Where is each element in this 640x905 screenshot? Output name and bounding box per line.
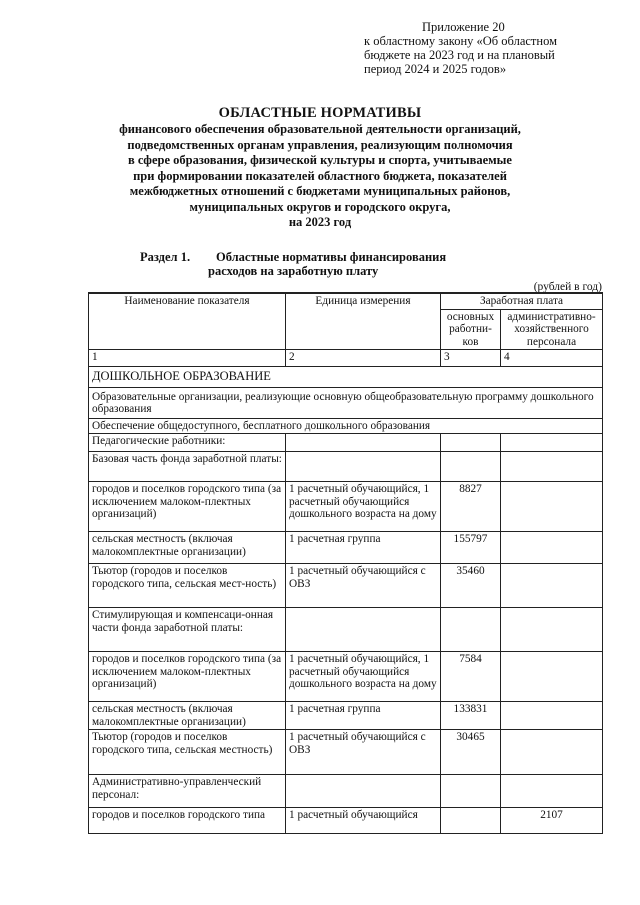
table-row — [89, 608, 603, 652]
table-row — [89, 652, 603, 702]
row-admin-staff-value — [501, 452, 603, 482]
row-unit-cell: 1 расчетный обучающийся, 1 расчетный обучающийся дошкольного возраста на дому — [286, 652, 441, 702]
row-main-staff-value: 30465 — [441, 730, 501, 775]
section-title-cell: ДОШКОЛЬНОЕ ОБРАЗОВАНИЕ — [89, 367, 603, 388]
table-body — [89, 434, 603, 834]
row-unit-cell: 1 расчетная группа — [286, 702, 441, 730]
title-line: при формировании показателей областного бюджета, показателей — [133, 168, 507, 183]
table-row — [89, 730, 603, 775]
row-name-cell: Тьютор (городов и поселков городского типа, сельская местность) — [89, 730, 286, 775]
row-name-cell: сельская местность (включая малокомплектные организации) — [89, 532, 286, 564]
column-number: 3 — [441, 350, 501, 367]
row-name-cell: городов и поселков городского типа (за исключением малоком-плектных организаций) — [89, 652, 286, 702]
row-name-cell: Тьютор (городов и поселков городского типа, сельская мест-ность) — [89, 564, 286, 608]
row-main-staff-value: 155797 — [441, 532, 501, 564]
row-main-staff-value: 133831 — [441, 702, 501, 730]
row-admin-staff-value — [501, 564, 603, 608]
row-unit-cell: 1 расчетный обучающийся — [286, 808, 441, 834]
units-note: (рублей в год) — [533, 281, 602, 293]
row-unit-cell — [286, 775, 441, 808]
section-number: Раздел 1. — [140, 250, 191, 264]
row-admin-staff-value — [501, 702, 603, 730]
header-unit: Единица измерения — [286, 293, 441, 350]
header-admin-staff: административно-хозяйственного персонала — [501, 309, 603, 350]
row-admin-staff-value — [501, 482, 603, 532]
title-line: подведомственных органам управления, реализующим полномочия — [127, 137, 513, 152]
table-row — [89, 452, 603, 482]
table-row — [89, 808, 603, 834]
title-line: межбюджетных отношений с бюджетами муниципальных районов, — [129, 184, 511, 198]
title-line: финансового обеспечения образовательной деятельности организаций, — [119, 122, 521, 136]
column-number: 4 — [501, 350, 603, 367]
row-name-cell: сельская местность (включая малокомплектные организации) — [89, 702, 286, 730]
row-admin-staff-value — [501, 775, 603, 808]
row-name-cell: Педагогические работники: — [89, 434, 286, 452]
provision-row — [89, 418, 603, 434]
table-row — [89, 434, 603, 452]
row-main-staff-value — [441, 452, 501, 482]
row-admin-staff-value: 2107 — [501, 808, 603, 834]
column-number: 2 — [286, 350, 441, 367]
section-heading — [140, 250, 560, 278]
column-number: 1 — [89, 350, 286, 367]
header-main-staff: основных работни-ков — [441, 309, 501, 350]
table-row — [89, 532, 603, 564]
row-main-staff-value — [441, 808, 501, 834]
norms-table — [88, 292, 603, 834]
provision-cell: Обеспечение общедоступного, бесплатного дошкольного образования — [89, 418, 603, 434]
row-admin-staff-value — [501, 532, 603, 564]
row-unit-cell: 1 расчетный обучающийся с ОВЗ — [286, 730, 441, 775]
title-line: на 2023 год — [288, 215, 352, 229]
table-header-row — [89, 293, 603, 309]
header-salary: Заработная плата — [441, 293, 603, 309]
row-name-cell: Стимулирующая и компенсаци-онная части фонда заработной платы: — [89, 608, 286, 652]
table-row — [89, 775, 603, 808]
row-unit-cell: 1 расчетная группа — [286, 532, 441, 564]
appendix-note — [364, 20, 614, 76]
section-title-line: Областные нормативы финансирования — [216, 250, 447, 264]
appendix-line: к областному закону «Об областном — [364, 34, 557, 48]
column-numbers-row — [89, 350, 603, 367]
row-name-cell: Административно-управленческий персонал: — [89, 775, 286, 808]
row-unit-cell: 1 расчетный обучающийся с ОВЗ — [286, 564, 441, 608]
row-name-cell: Базовая часть фонда заработной платы: — [89, 452, 286, 482]
section-title-line: расходов на заработную плату — [208, 264, 379, 278]
org-title-cell: Образовательные организации, реализующие основную общеобразовательную программу дошкольного образования — [89, 387, 603, 418]
row-unit-cell — [286, 434, 441, 452]
row-admin-staff-value — [501, 652, 603, 702]
row-main-staff-value: 7584 — [441, 652, 501, 702]
appendix-line: период 2024 и 2025 годов» — [364, 62, 507, 76]
section-row — [89, 367, 603, 388]
title-line: муниципальных округов и городского округа, — [189, 199, 451, 214]
row-main-staff-value — [441, 434, 501, 452]
table-row — [89, 482, 603, 532]
table-row — [89, 564, 603, 608]
row-unit-cell — [286, 608, 441, 652]
title-main: ОБЛАСТНЫЕ НОРМАТИВЫ — [218, 105, 422, 121]
row-unit-cell — [286, 452, 441, 482]
title-line: в сфере образования, физической культуры и спорта, учитываемые — [128, 153, 512, 167]
row-admin-staff-value — [501, 434, 603, 452]
row-main-staff-value: 35460 — [441, 564, 501, 608]
appendix-line: бюджете на 2023 год и на плановый — [364, 48, 555, 62]
row-admin-staff-value — [501, 608, 603, 652]
row-main-staff-value: 8827 — [441, 482, 501, 532]
row-main-staff-value — [441, 608, 501, 652]
row-name-cell: городов и поселков городского типа (за исключением малоком-плектных организаций) — [89, 482, 286, 532]
table-row — [89, 702, 603, 730]
appendix-number: Приложение 20 — [422, 20, 505, 34]
org-row — [89, 387, 603, 418]
header-name: Наименование показателя — [89, 293, 286, 350]
document-title — [60, 104, 580, 231]
row-name-cell: городов и поселков городского типа — [89, 808, 286, 834]
row-unit-cell: 1 расчетный обучающийся, 1 расчетный обучающийся дошкольного возраста на дому — [286, 482, 441, 532]
row-admin-staff-value — [501, 730, 603, 775]
row-main-staff-value — [441, 775, 501, 808]
